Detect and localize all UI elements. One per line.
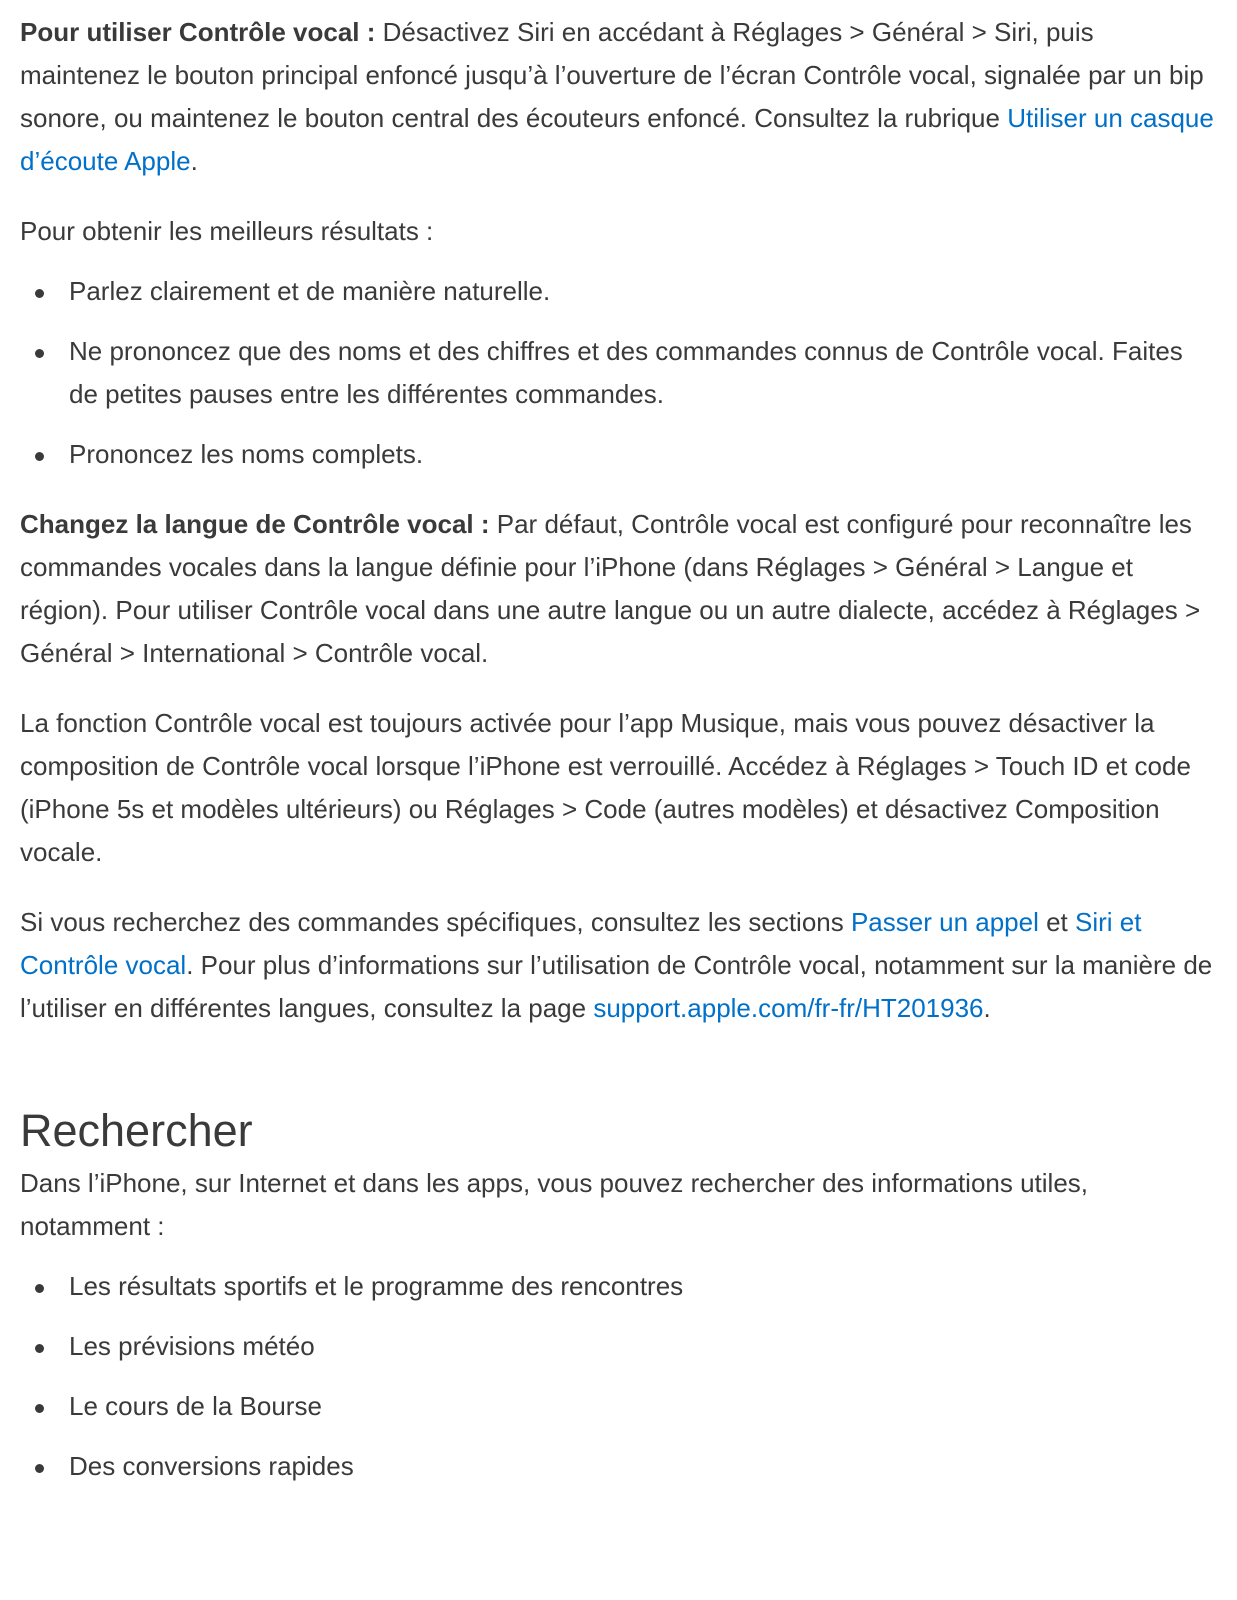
specific-commands-more: . Pour plus d’informations sur l’utilisation de Contrôle vocal, notamment sur la manière de l’utiliser en différentes langues, consultez la page bbox=[20, 950, 1213, 1023]
change-language-paragraph bbox=[20, 503, 1217, 675]
music-app-paragraph: La fonction Contrôle vocal est toujours activée pour l’app Musique, mais vous pouvez désactiver la composition de Contrôle vocal lorsque l’iPhone est verrouillé. Accédez à Réglages > Touch ID et code (iPhone 5s et modèles ultérieurs) ou Réglages > Code (autres modèles) et désactivez Composition vocale. bbox=[20, 708, 1191, 867]
voice-control-usage-text: Désactivez Siri en accédant à Réglages > Général > Siri, puis maintenez le bouton principal enfoncé jusqu’à l’ouverture de l’écran Contrôle vocal, signalée par un bip sonore, ou maintenez le bouton central des écouteurs enfoncé. Consultez la rubrique bbox=[20, 17, 1204, 133]
best-results-intro: Pour obtenir les meilleurs résultats : bbox=[20, 216, 434, 246]
voice-control-usage-label: Pour utiliser Contrôle vocal : bbox=[20, 17, 376, 47]
specific-commands-end: . bbox=[983, 993, 991, 1023]
siri-voice-control-link[interactable]: Siri et Contrôle vocal bbox=[20, 907, 1142, 980]
specific-commands-paragraph bbox=[20, 901, 1217, 1030]
list-item: Le cours de la Bourse bbox=[69, 1385, 1217, 1428]
list-item: Les prévisions météo bbox=[69, 1325, 1217, 1368]
search-intro: Dans l’iPhone, sur Internet et dans les apps, vous pouvez rechercher des informations utiles, notamment : bbox=[20, 1168, 1089, 1241]
voice-control-usage-end: . bbox=[190, 146, 198, 176]
specific-commands-and: et bbox=[1038, 907, 1076, 937]
list-item: Les résultats sportifs et le programme des rencontres bbox=[69, 1265, 1217, 1308]
list-item: Des conversions rapides bbox=[69, 1445, 1217, 1488]
change-language-text: Par défaut, Contrôle vocal est configuré pour reconnaître les commandes vocales dans la langue définie pour l’iPhone (dans Réglages > Général > Langue et région). Pour utiliser Contrôle vocal dans une autre langue ou un autre dialecte, accédez à Réglages > Général > International > Contrôle vocal. bbox=[20, 509, 1201, 668]
article-body bbox=[20, 11, 1217, 1488]
list-item: Prononcez les noms complets. bbox=[69, 433, 1217, 476]
search-section-heading: Rechercher bbox=[20, 1105, 253, 1156]
support-page-link[interactable]: support.apple.com/fr-fr/HT201936 bbox=[593, 993, 984, 1023]
change-language-label: Changez la langue de Contrôle vocal : bbox=[20, 509, 490, 539]
best-results-list bbox=[20, 270, 1217, 476]
search-examples-list bbox=[20, 1265, 1217, 1488]
voice-control-usage-paragraph bbox=[20, 11, 1217, 183]
apple-headset-link[interactable]: Utiliser un casque d’écoute Apple bbox=[20, 103, 1214, 176]
specific-commands-text: Si vous recherchez des commandes spécifiques, consultez les sections bbox=[20, 907, 851, 937]
list-item: Parlez clairement et de manière naturelle. bbox=[69, 270, 1217, 313]
list-item: Ne prononcez que des noms et des chiffres et des commandes connus de Contrôle vocal. Faites de petites pauses entre les différentes commandes. bbox=[69, 330, 1217, 416]
make-a-call-link[interactable]: Passer un appel bbox=[850, 907, 1039, 937]
